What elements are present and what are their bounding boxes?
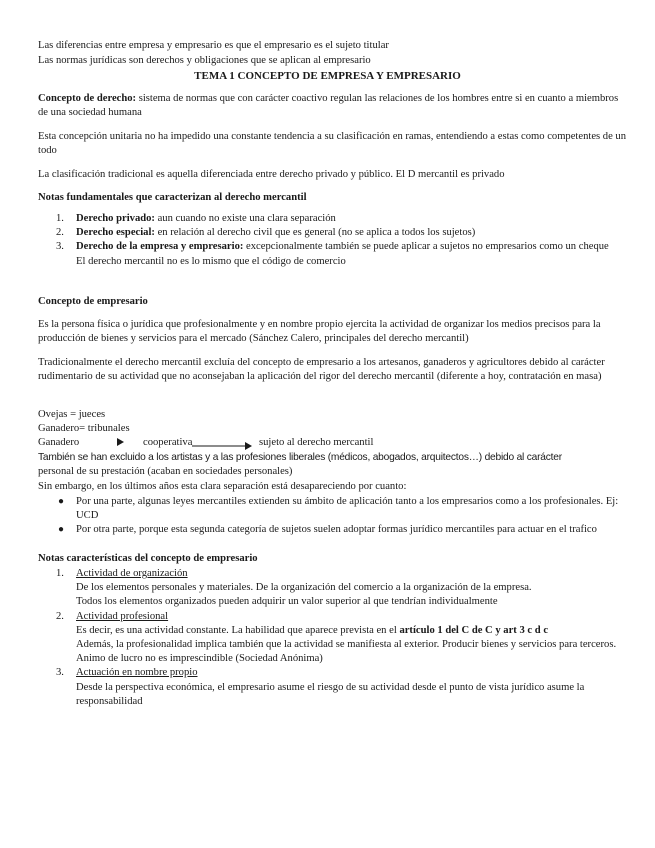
derecho-paragraph-3: La clasificación tradicional es aquella diferenciada entre derecho privado y público. El D mercantil es privado bbox=[38, 169, 505, 180]
list-item: ● Por otra parte, porque esta segunda categoría de sujetos suelen adoptar formas jurídico mercantiles para actuar en el trafico bbox=[38, 523, 623, 537]
empresario-heading: Concepto de empresario bbox=[38, 296, 148, 307]
notas-car-heading: Notas características del concepto de empresario bbox=[38, 553, 258, 564]
notas-fund-heading: Notas fundamentales que caracterizan al derecho mercantil bbox=[38, 192, 307, 203]
intro-line-2: Las normas jurídicas son derechos y obligaciones que se aplican al empresario bbox=[38, 55, 371, 66]
excluidos-paragraph-3: Sin embargo, en los últimos años esta clara separación está desapareciendo por cuanto: bbox=[38, 481, 407, 492]
list-item: 2. Actividad profesional Es decir, es una actividad constante. La habilidad que aparece prevista en el artículo 1 del C de C y art 3 c d c Además, la profesionalidad implica también que la actividad se manifiesta al exterior. Producir bienes y servicios para terceros. Animo de lucro no es imprescindible (Sociedad Anónima) bbox=[56, 610, 617, 665]
item-title: Actividad de organización bbox=[76, 568, 188, 579]
bullet-icon: ● bbox=[58, 524, 65, 536]
list-item: 2. Derecho especial: en relación al derecho civil que es general (no se aplica a todos los sujetos) bbox=[56, 227, 476, 239]
item-title: Actuación en nombre propio bbox=[76, 667, 198, 679]
list-item: ● Por una parte, algunas leyes mercantiles extienden su ámbito de aplicación tanto a los empresarios como a los profesionales. Ej: UCD bbox=[58, 496, 619, 522]
diagram-ganadero: Ganadero bbox=[38, 437, 80, 448]
derecho-text: sistema de normas que con carácter coactivo regulan las relaciones de los hombres entre si en cuanto a miembros de una sociedad humana bbox=[38, 93, 619, 119]
notas-car-list bbox=[38, 567, 623, 709]
bullet-icon: ● bbox=[58, 496, 65, 507]
list-item: 3. Derecho de la empresa y empresario: excepcionalmente también se puede aplicar a sujetos no empresarios como un cheque El derecho mercantil no es lo mismo que el código de comercio bbox=[56, 241, 609, 267]
item-title: Actividad profesional bbox=[76, 610, 169, 622]
diagram-sujeto: sujeto al derecho mercantil bbox=[259, 437, 374, 448]
excluidos-part-2: personal de su prestación (acaban en sociedades personales) bbox=[38, 466, 293, 477]
diagram-cooperativa: cooperativa bbox=[143, 437, 193, 448]
excluidos-part-1: También se han excluido a los artistas y a las profesiones liberales (médicos, abogados, arquitectos…) debido al carácter bbox=[38, 452, 562, 463]
diagram-arrow-1-icon bbox=[117, 438, 124, 446]
empresario-paragraph-2: Tradicionalmente el derecho mercantil excluía del concepto de empresario a los artesanos, ganaderos y agricultores debido al carácter rudimentario de su actividad que no aconsejaban la aplicación del rigor del derecho mercantil (diferente a hoy, contratación en masa) bbox=[38, 357, 605, 383]
list-item: 1. Derecho privado: aun cuando no existe una clara separación bbox=[56, 213, 336, 224]
note-line-1: Ovejas = jueces bbox=[38, 409, 106, 420]
derecho-label: Concepto de derecho: bbox=[38, 93, 137, 104]
empresario-paragraph-1: Es la persona física o jurídica que profesionalmente y en nombre propio ejercita la actividad de organizar los medios precisos para la producción de bienes y servicios para el mercado (Sánchez Calero, principales del derecho mercantil) bbox=[38, 319, 601, 345]
list-item: 1. Actividad de organización De los elementos personales y materiales. De la organización del comercio a la organización de la empresa. Todos los elementos organizados pueden adquirir un valor superior al que tendrían individualmente bbox=[56, 568, 532, 608]
diagram-arrow-2-icon bbox=[245, 442, 252, 450]
page-title: TEMA 1 CONCEPTO DE EMPRESA Y EMPRESARIO bbox=[194, 70, 461, 82]
list-item: 3. Actuación en nombre propio Desde la perspectiva económica, el empresario asume el riesgo de su actividad desde el punto de vista jurídico asume la responsabilidad bbox=[56, 667, 585, 707]
derecho-paragraph-2: Esta concepción unitaria no ha impedido una constante tendencia a su clasificación en ramas, entendiendo a estas como competentes de un todo bbox=[38, 131, 627, 157]
note-line-2: Ganadero= tribunales bbox=[38, 423, 130, 434]
excluidos-bullets bbox=[38, 495, 623, 538]
intro-line-1: Las diferencias entre empresa y empresario es que el empresario es el sujeto titular bbox=[38, 40, 389, 51]
